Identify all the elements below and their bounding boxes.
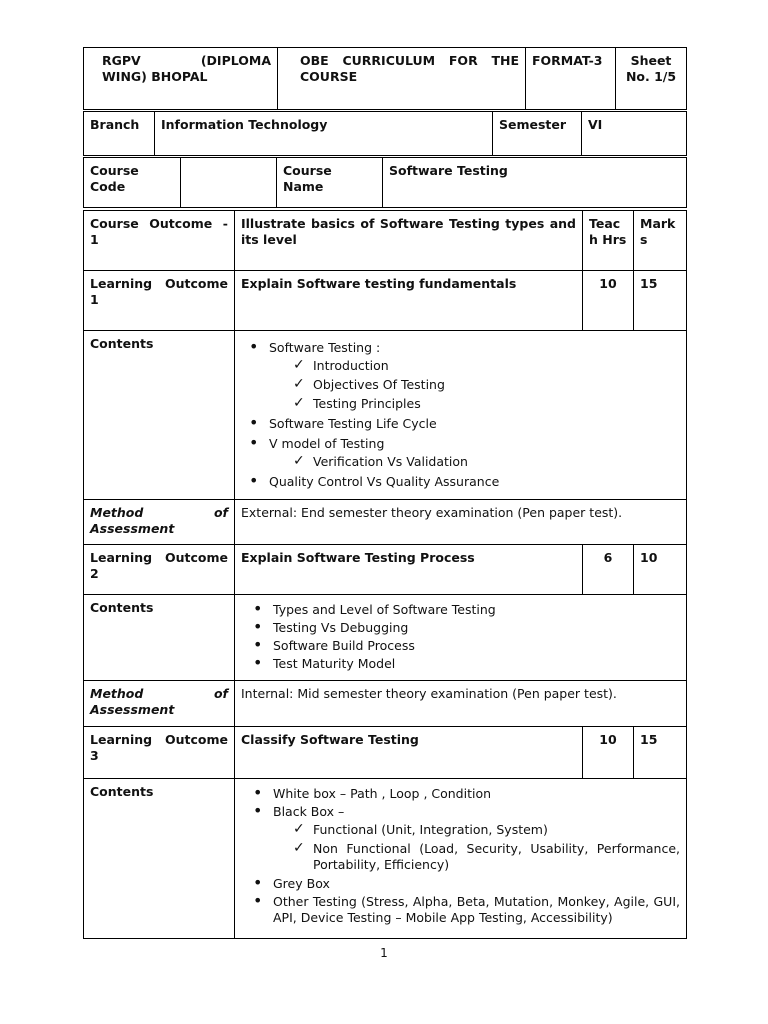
list-item: • Quality Control Vs Quality Assurance	[269, 474, 680, 490]
list-item: • Software Testing : ✓ Introduction ✓ Objectives Of Testing ✓ Testing Principles	[269, 340, 680, 412]
learning-outcome-hours: 10	[583, 727, 634, 779]
sheet-number: Sheet No. 1/5	[616, 48, 687, 110]
contents-label: Contents	[84, 595, 235, 681]
header-table	[83, 47, 687, 110]
branch-table	[83, 111, 687, 156]
contents-list	[235, 779, 687, 939]
course-outcome-label: Course Outcome - 1	[84, 211, 235, 271]
learning-outcome-row	[84, 545, 687, 595]
course-code-value	[181, 158, 277, 208]
contents-list	[235, 595, 687, 681]
list-item: ✓ Testing Principles	[313, 396, 680, 412]
list-item: • Testing Vs Debugging	[273, 620, 680, 636]
branch-value: Information Technology	[155, 112, 493, 156]
format-label: FORMAT-3	[526, 48, 616, 110]
learning-outcome-marks: 10	[634, 545, 687, 595]
assessment-text: External: End semester theory examination (Pen paper test).	[235, 500, 687, 545]
method-row	[84, 500, 687, 545]
learning-outcome-title: Explain Software testing fundamentals	[235, 271, 583, 331]
page-number: 1	[380, 946, 388, 960]
list-item: • Grey Box	[273, 876, 680, 892]
method-row	[84, 681, 687, 727]
course-outcome-text: Illustrate basics of Software Testing types and its level	[235, 211, 583, 271]
list-item: ✓ Introduction	[313, 358, 680, 374]
list-item: ✓ Objectives Of Testing	[313, 377, 680, 393]
learning-outcome-label: Learning Outcome 1	[84, 271, 235, 331]
institute-name: RGPV (DIPLOMA WING) BHOPAL	[84, 48, 278, 110]
contents-row	[84, 331, 687, 500]
learning-outcome-label: Learning Outcome 3	[84, 727, 235, 779]
learning-outcome-row	[84, 271, 687, 331]
method-label: Method of Assessment	[84, 500, 235, 545]
contents-label: Contents	[84, 331, 235, 500]
list-item: • White box – Path , Loop , Condition	[273, 786, 680, 802]
assessment-text: Internal: Mid semester theory examination (Pen paper test).	[235, 681, 687, 727]
teach-hrs-header: Teac h Hrs	[583, 211, 634, 271]
course-outcome-row	[84, 211, 687, 271]
learning-outcome-marks: 15	[634, 271, 687, 331]
list-item: ✓ Functional (Unit, Integration, System)	[313, 822, 680, 838]
course-code-label: Course Code	[84, 158, 181, 208]
semester-label: Semester	[493, 112, 582, 156]
list-item: • Types and Level of Software Testing	[273, 602, 680, 618]
learning-outcome-row	[84, 727, 687, 779]
learning-outcome-title: Classify Software Testing	[235, 727, 583, 779]
list-item: ✓ Non Functional (Load, Security, Usability, Performance, Portability, Efficiency)	[313, 841, 680, 873]
semester-value: VI	[582, 112, 687, 156]
method-label: Method of Assessment	[84, 681, 235, 727]
list-item: • Software Build Process	[273, 638, 680, 654]
contents-row	[84, 595, 687, 681]
course-table	[83, 157, 687, 208]
learning-outcome-hours: 6	[583, 545, 634, 595]
contents-label: Contents	[84, 779, 235, 939]
curriculum-title: OBE CURRICULUM FOR THE COURSE	[278, 48, 526, 110]
list-item: • Test Maturity Model	[273, 656, 680, 672]
course-name-label: Course Name	[277, 158, 383, 208]
list-item: • Black Box – ✓ Functional (Unit, Integration, System) ✓ Non Functional (Load, Security, Usability, Performance, Portability, Efficiency)	[273, 804, 680, 873]
learning-outcome-title: Explain Software Testing Process	[235, 545, 583, 595]
list-item: • V model of Testing ✓ Verification Vs Validation	[269, 436, 680, 470]
contents-list	[235, 331, 687, 500]
marks-header: Mark s	[634, 211, 687, 271]
contents-row	[84, 779, 687, 939]
list-item: • Software Testing Life Cycle	[269, 416, 680, 432]
learning-outcome-hours: 10	[583, 271, 634, 331]
outcomes-table	[83, 210, 687, 939]
course-name-value: Software Testing	[383, 158, 687, 208]
learning-outcome-label: Learning Outcome 2	[84, 545, 235, 595]
branch-label: Branch	[84, 112, 155, 156]
learning-outcome-marks: 15	[634, 727, 687, 779]
list-item: • Other Testing (Stress, Alpha, Beta, Mutation, Monkey, Agile, GUI, API, Device Testing – Mobile App Testing, Accessibility)	[273, 894, 680, 926]
list-item: ✓ Verification Vs Validation	[313, 454, 680, 470]
